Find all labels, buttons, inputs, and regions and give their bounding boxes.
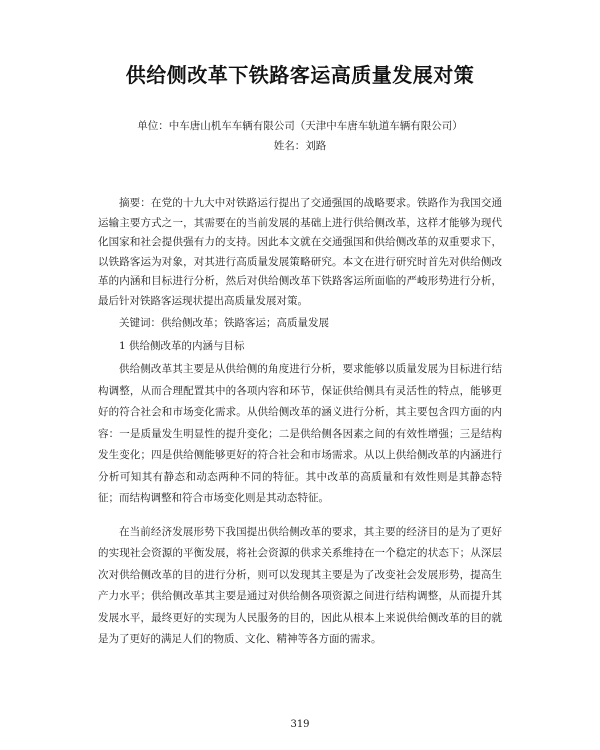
section-heading: 1 供给侧改革的内涵与目标: [119, 339, 245, 352]
page-number: 319: [290, 719, 310, 730]
author-affiliation: 单位：中车唐山机车车辆有限公司（天津中车唐车轨道车辆有限公司）: [137, 120, 463, 132]
keywords-line: 关键词：供给侧改革；铁路客运；高质量发展: [119, 317, 329, 329]
body-paragraph: 供给侧改革其主要是从供给侧的角度进行分析，要求能够以质量发展为目标进行结构调整，从而合理配置其中的各项内容和环节，保证供给侧具有灵活性的特点，能够更好的符合社会和市场变化需求。从供给侧改革的涵义进行分析，其主要包含四方面的内容：一是质量发生明显性的提升变化；二是供给侧各因素之间的有效性增强；三是结构发生变化；四是供给侧能够更好的符合社会和市场需求。从以上供给侧改革的内涵进行分析可知其有静态和动态两种不同的特征。其中改革的高质量和有效性则是其静态特征；而结构调整和符合市场变化则是其动态特征。: [98, 363, 502, 504]
paper-title: 供给侧改革下铁路客运高质量发展对策: [125, 63, 475, 87]
abstract-paragraph: 摘要：在党的十九大中对铁路运行提出了交通强国的战略要求。铁路作为我国交通运输主要方式之一，其需要在的当前发展的基础上进行供给侧改革，这样才能够为现代化国家和社会提供强有力的支持。因此本文就在交通强国和供给侧改革的双重要求下，以铁路客运为对象，对其进行高质量发展策略研究。本文在进行研究时首先对供给侧改革的内涵和目标进行分析，然后对供给侧改革下铁路客运所面临的严峻形势进行分析，最后针对铁路客运现状提出高质量发展对策。: [98, 197, 502, 307]
author-name: 姓名：刘路: [273, 140, 327, 152]
body-paragraph: 在当前经济发展形势下我国提出供给侧改革的要求，其主要的经济目的是为了更好的实现社会资源的平衡发展，将社会资源的供求关系维持在一个稳定的状态下；从深层次对供给侧改革的目的进行分析，则可以发现其主要是为了改变社会发展形势，提高生产力水平；供给侧改革其主要是通过对供给侧各项资源之间进行结构调整，从而提升其发展水平，最终更好的实现为人民服务的目的，因此从根本上来说供给侧改革的目的就是为了更好的满足人们的物质、文化、精神等各方面的需求。: [98, 525, 502, 645]
